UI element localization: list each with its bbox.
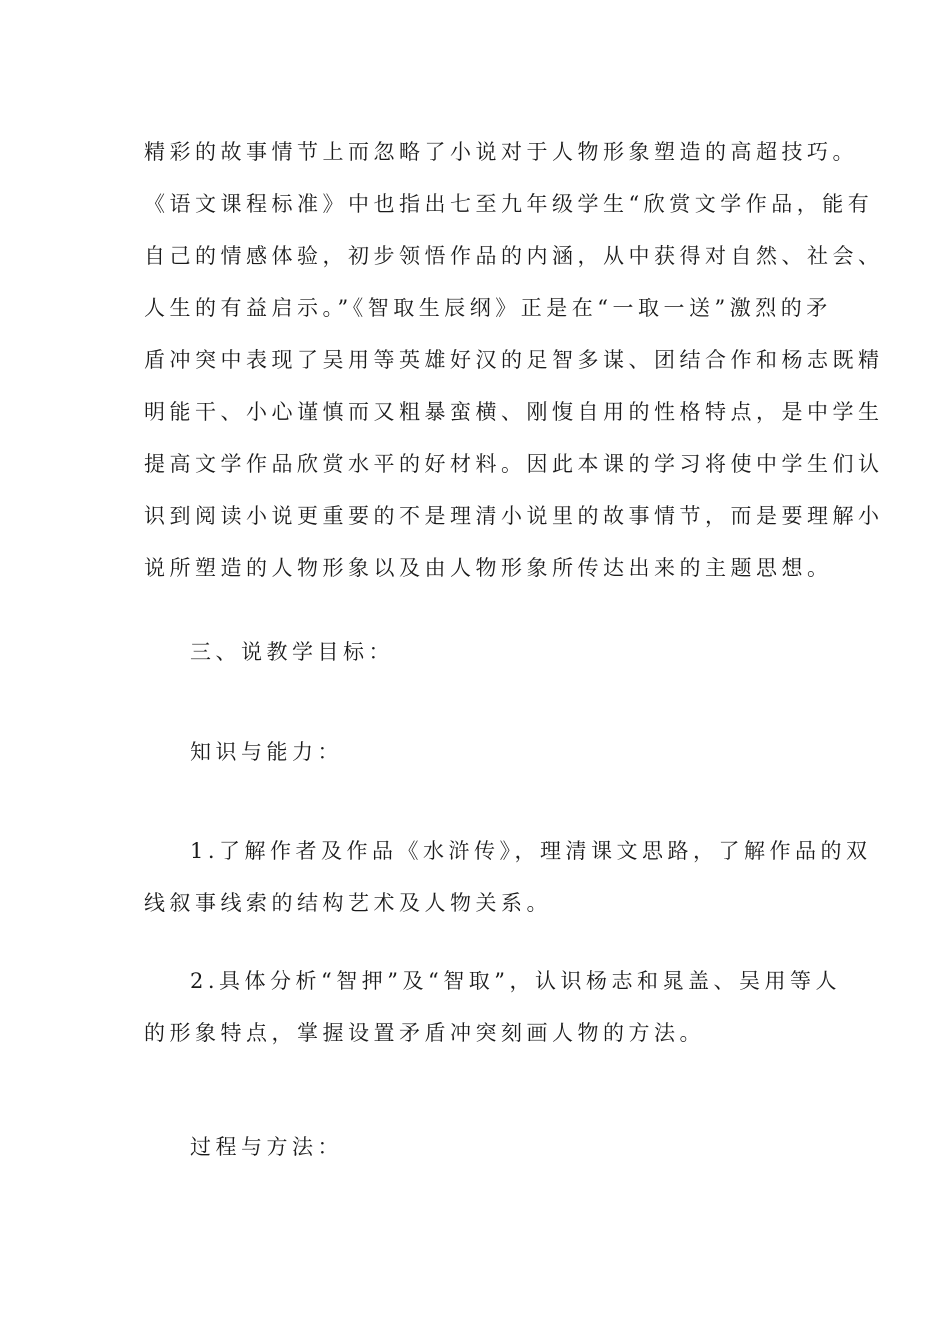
paragraph-line: 自己的情感体验，初步领悟作品的内涵，从中获得对自然、社会、: [144, 244, 884, 268]
list-item-line: 2.具体分析“智押”及“智取”，认识杨志和晁盖、吴用等人: [190, 969, 841, 993]
paragraph-line: 盾冲突中表现了吴用等英雄好汉的足智多谋、团结合作和杨志既精: [144, 348, 884, 372]
subsection-heading: 知识与能力：: [190, 740, 343, 764]
subsection-heading: 过程与方法：: [190, 1135, 343, 1159]
paragraph-line: 精彩的故事情节上而忽略了小说对于人物形象塑造的高超技巧。: [144, 140, 858, 164]
list-item-line: 1.了解作者及作品《水浒传》，理清课文思路，了解作品的双: [190, 839, 872, 863]
list-item-line: 的形象特点，掌握设置矛盾冲突刻画人物的方法。: [144, 1021, 705, 1045]
paragraph-line: 明能干、小心谨慎而又粗暴蛮横、刚愎自用的性格特点，是中学生: [144, 400, 884, 424]
paragraph-line: 识到阅读小说更重要的不是理清小说里的故事情节，而是要理解小: [144, 504, 884, 528]
paragraph-line: 说所塑造的人物形象以及由人物形象所传达出来的主题思想。: [144, 556, 833, 580]
section-heading: 三、说教学目标：: [190, 640, 394, 664]
paragraph-line: 提高文学作品欣赏水平的好材料。因此本课的学习将使中学生们认: [144, 452, 884, 476]
paragraph-line: 人生的有益启示。”《智取生辰纲》正是在“一取一送”激烈的矛: [144, 296, 832, 320]
paragraph-line: 《语文课程标准》中也指出七至九年级学生“欣赏文学作品，能有: [144, 192, 874, 216]
list-item-line: 线叙事线索的结构艺术及人物关系。: [144, 891, 552, 915]
